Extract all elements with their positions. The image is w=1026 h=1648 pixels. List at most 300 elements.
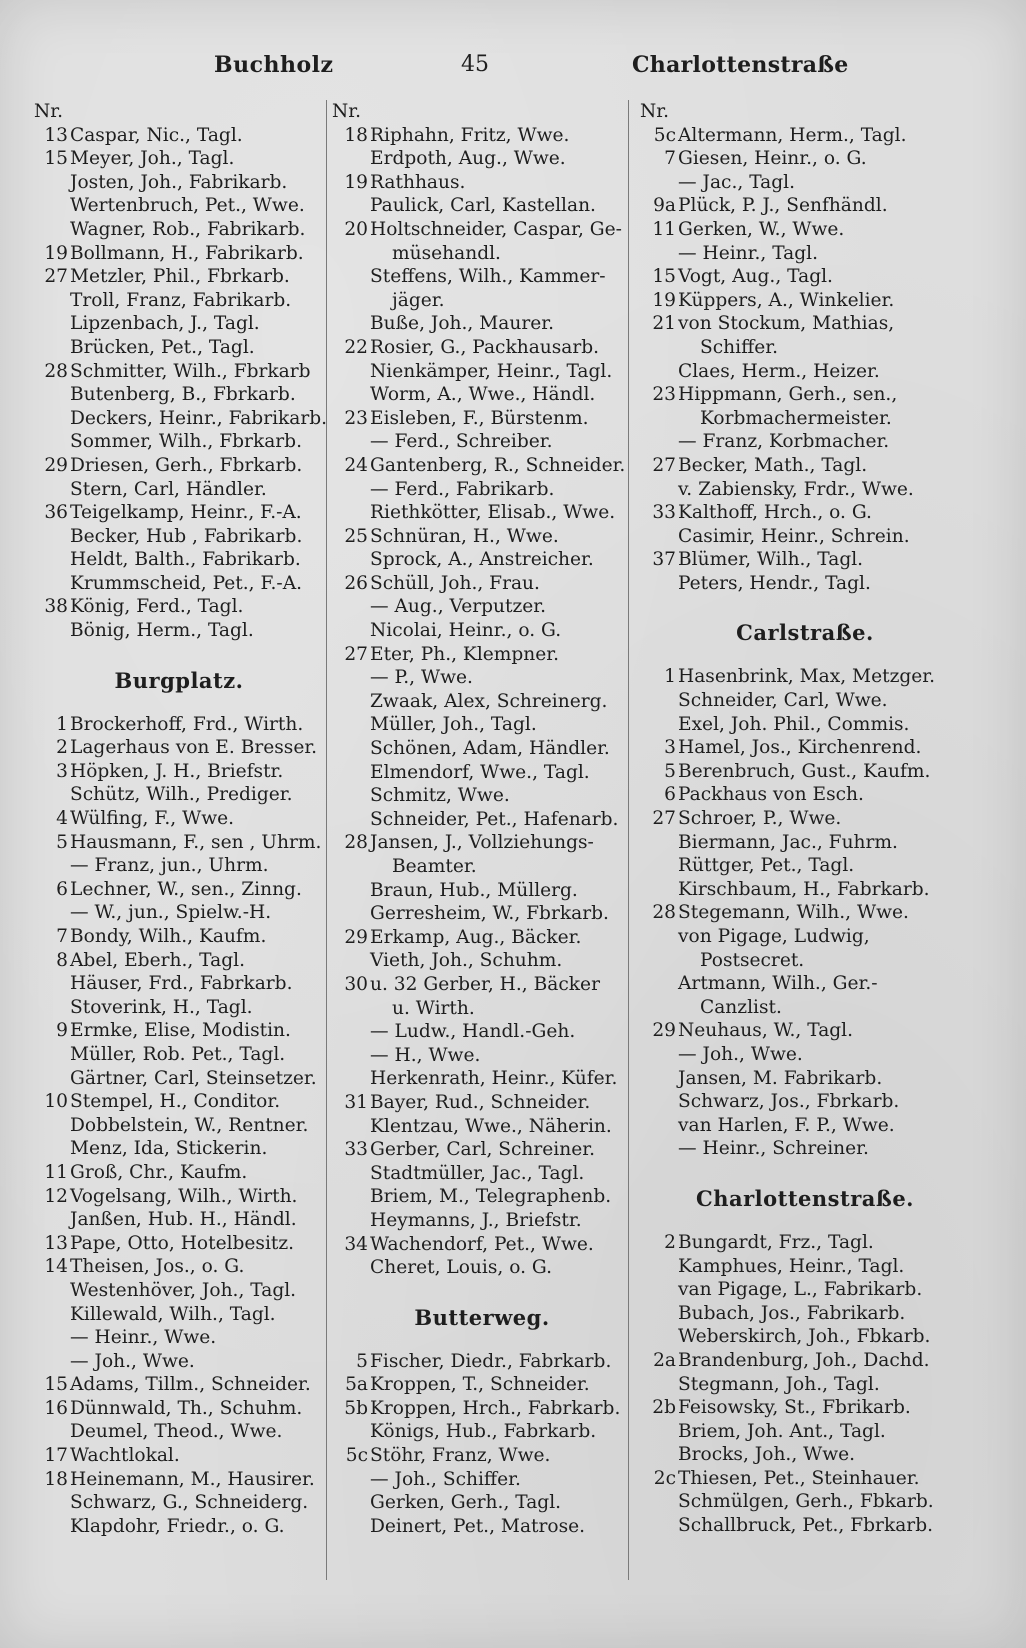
resident-text: — Ludw., Handl.-Geh. xyxy=(370,1021,576,1043)
resident-entry xyxy=(34,312,324,336)
street-section-heading: Burgplatz. xyxy=(114,667,244,693)
resident-text: Dünnwald, Th., Schuhm. xyxy=(70,1397,303,1419)
resident-entry xyxy=(640,430,970,454)
resident-entry xyxy=(332,1468,632,1492)
entry-continuation xyxy=(640,336,970,360)
resident-text: Groß, Chr., Kaufm. xyxy=(70,1161,248,1183)
house-number: 7 xyxy=(664,148,676,170)
house-number: 14 xyxy=(44,1256,68,1278)
resident-entry xyxy=(34,265,324,289)
house-number: 23 xyxy=(344,407,368,429)
resident-text: — Heinr., Tagl. xyxy=(678,242,819,264)
resident-text: Schütz, Wilh., Prediger. xyxy=(70,784,293,806)
resident-entry xyxy=(34,478,324,502)
resident-text: Kamphues, Heinr., Tagl. xyxy=(678,1255,905,1277)
resident-text: Bollmann, H., Fabrikarb. xyxy=(70,242,304,264)
number-column-heading: Nr. xyxy=(34,101,64,122)
resident-text: Erdpoth, Aug., Wwe. xyxy=(370,148,566,170)
house-number: 27 xyxy=(44,266,68,288)
resident-text: Brockerhoff, Frd., Wirth. xyxy=(70,713,304,735)
resident-text: Kalthoff, Hrch., o. G. xyxy=(678,502,872,524)
resident-entry xyxy=(640,1514,970,1538)
resident-text: Sommer, Wilh., Fbrkarb. xyxy=(70,431,302,453)
resident-text: Teigelkamp, Heinr., F.-A. xyxy=(70,502,302,524)
resident-text: Bungardt, Frz., Tagl. xyxy=(678,1231,874,1253)
resident-text: Gantenberg, R., Schneider. xyxy=(370,454,626,476)
resident-text: Peters, Hendr., Tagl. xyxy=(678,572,871,594)
resident-text: Schönen, Adam, Händler. xyxy=(370,738,610,760)
house-number: 12 xyxy=(44,1185,68,1207)
resident-text: Deckers, Heinr., Fabrikarb. xyxy=(70,407,328,429)
resident-text: Gerber, Carl, Schreiner. xyxy=(370,1139,595,1161)
resident-text: Herkenrath, Heinr., Küfer. xyxy=(370,1068,618,1090)
resident-text: Wertenbruch, Pet., Wwe. xyxy=(70,195,305,217)
resident-text: Biermann, Jac., Fuhrm. xyxy=(678,831,898,853)
house-number: 18 xyxy=(44,1468,68,1490)
resident-text: Dobbelstein, W., Rentner. xyxy=(70,1114,309,1136)
resident-text: Königs, Hub., Fabrkarb. xyxy=(370,1421,597,1443)
resident-entry xyxy=(34,1350,324,1374)
resident-entry xyxy=(332,218,632,242)
resident-entry xyxy=(332,926,632,950)
resident-text: Driesen, Gerh., Fbrkarb. xyxy=(70,454,303,476)
resident-entry xyxy=(332,949,632,973)
house-number: 3 xyxy=(664,737,676,759)
resident-text: Plück, P. J., Senfhändl. xyxy=(678,195,888,217)
resident-entry xyxy=(332,1185,632,1209)
resident-entry xyxy=(332,1044,632,1068)
resident-entry xyxy=(640,760,970,784)
resident-text: Nienkämper, Heinr., Tagl. xyxy=(370,360,613,382)
resident-entry xyxy=(640,1490,970,1514)
resident-entry xyxy=(640,878,970,902)
resident-entry xyxy=(34,1067,324,1091)
resident-entry xyxy=(34,760,324,784)
header-street-right: Charlottenstraße xyxy=(632,52,849,78)
resident-entry xyxy=(332,1397,632,1421)
number-column-heading: Nr. xyxy=(332,101,362,122)
resident-entry xyxy=(640,783,970,807)
resident-entry xyxy=(640,807,970,831)
resident-entry xyxy=(640,1443,970,1467)
resident-text: Abel, Eberh., Tagl. xyxy=(70,949,245,971)
resident-entry xyxy=(640,218,970,242)
resident-text: Riphahn, Fritz, Wwe. xyxy=(370,124,570,146)
resident-entry xyxy=(332,1233,632,1257)
resident-text: Brücken, Pet., Tagl. xyxy=(70,336,255,358)
house-number: 19 xyxy=(344,171,368,193)
resident-text: Schwarz, G., Schneiderg. xyxy=(70,1492,309,1514)
resident-entry xyxy=(640,713,970,737)
resident-text: Giesen, Heinr., o. G. xyxy=(678,148,867,170)
resident-text: Gerresheim, W., Fbrkarb. xyxy=(370,903,609,925)
resident-entry xyxy=(34,925,324,949)
resident-text: Braun, Hub., Müllerg. xyxy=(370,879,578,901)
resident-text: von Stockum, Mathias, xyxy=(678,313,895,335)
resident-entry xyxy=(34,1444,324,1468)
resident-text: Feisowsky, St., Fbrikarb. xyxy=(678,1397,911,1419)
resident-entry xyxy=(34,1491,324,1515)
house-number: 33 xyxy=(652,502,676,524)
resident-text: Hippmann, Gerh., sen., xyxy=(678,384,898,406)
resident-entry xyxy=(640,901,970,925)
house-number: 5 xyxy=(56,831,68,853)
resident-entry xyxy=(640,1302,970,1326)
resident-text: v. Zabiensky, Frdr., Wwe. xyxy=(678,478,914,500)
resident-text: Schneider, Carl, Wwe. xyxy=(678,690,888,712)
resident-text: Hasenbrink, Max, Metzger. xyxy=(678,666,936,688)
resident-text: — Joh., Wwe. xyxy=(70,1350,195,1372)
entry-continuation xyxy=(332,997,632,1021)
resident-entry xyxy=(34,124,324,148)
resident-entry xyxy=(332,1420,632,1444)
house-number: 5 xyxy=(664,760,676,782)
resident-entry xyxy=(332,1091,632,1115)
resident-entry xyxy=(640,525,970,549)
house-number: 28 xyxy=(344,832,368,854)
resident-text: — Joh., Schiffer. xyxy=(370,1468,521,1490)
resident-text: Canzlist. xyxy=(700,996,782,1018)
resident-entry xyxy=(640,454,970,478)
resident-text: Heymanns, J., Briefstr. xyxy=(370,1209,582,1231)
house-number: 33 xyxy=(344,1139,368,1161)
resident-entry xyxy=(332,1020,632,1044)
resident-text: Riethkötter, Elisab., Wwe. xyxy=(370,502,616,524)
resident-entry xyxy=(332,902,632,926)
resident-entry xyxy=(34,336,324,360)
resident-entry xyxy=(640,572,970,596)
resident-text: Altermann, Herm., Tagl. xyxy=(678,124,907,146)
entry-continuation xyxy=(332,855,632,879)
house-number: 17 xyxy=(44,1445,68,1467)
resident-text: Rosier, G., Packhausarb. xyxy=(370,336,600,358)
house-number: 29 xyxy=(652,1020,676,1042)
resident-entry xyxy=(332,383,632,407)
resident-entry xyxy=(34,147,324,171)
resident-text: Eter, Ph., Klempner. xyxy=(370,643,560,665)
resident-entry xyxy=(34,996,324,1020)
house-number: 29 xyxy=(44,454,68,476)
resident-entry xyxy=(332,1162,632,1186)
resident-entry xyxy=(640,312,970,336)
resident-text: — P., Wwe. xyxy=(370,667,473,689)
resident-entry xyxy=(640,242,970,266)
resident-entry xyxy=(34,807,324,831)
street-section-heading: Carlstraße. xyxy=(736,620,874,646)
resident-entry xyxy=(34,430,324,454)
house-number: 5c xyxy=(345,1445,368,1467)
house-number: 28 xyxy=(652,902,676,924)
resident-text: Schroer, P., Wwe. xyxy=(678,808,842,830)
resident-text: — Joh., Wwe. xyxy=(678,1043,803,1065)
house-number: 25 xyxy=(344,525,368,547)
resident-text: Artmann, Wilh., Ger.- xyxy=(678,973,878,995)
resident-text: Briem, Joh. Ant., Tagl. xyxy=(678,1420,886,1442)
resident-entry xyxy=(640,124,970,148)
resident-text: Holtschneider, Caspar, Ge- xyxy=(370,218,622,240)
resident-entry xyxy=(34,572,324,596)
resident-entry xyxy=(34,1161,324,1185)
resident-text: Bayer, Rud., Schneider. xyxy=(370,1091,591,1113)
house-number: 23 xyxy=(652,384,676,406)
resident-text: Schmülgen, Gerh., Fbkarb. xyxy=(678,1491,934,1513)
resident-entry xyxy=(332,336,632,360)
resident-text: — Franz, jun., Uhrm. xyxy=(70,855,269,877)
resident-text: Heldt, Balth., Fabrikarb. xyxy=(70,549,301,571)
house-number: 2a xyxy=(653,1349,676,1371)
house-number: 16 xyxy=(44,1397,68,1419)
resident-entry xyxy=(640,194,970,218)
resident-text: Weberskirch, Joh., Fbkarb. xyxy=(678,1326,931,1348)
resident-text: Killewald, Wilh., Tagl. xyxy=(70,1303,276,1325)
house-number: 21 xyxy=(652,313,676,335)
resident-text: — Heinr., Schreiner. xyxy=(678,1138,869,1160)
house-number: 18 xyxy=(344,124,368,146)
resident-text: Pape, Otto, Hotelbesitz. xyxy=(70,1232,295,1254)
resident-text: Jansen, M. Fabrikarb. xyxy=(678,1067,883,1089)
resident-text: Nicolai, Heinr., o. G. xyxy=(370,620,562,642)
house-number: 37 xyxy=(652,549,676,571)
resident-text: Metzler, Phil., Fbrkarb. xyxy=(70,266,290,288)
resident-text: Wagner, Rob., Fabrikarb. xyxy=(70,218,306,240)
resident-entry xyxy=(640,1325,970,1349)
resident-text: Becker, Hub , Fabrikarb. xyxy=(70,525,303,547)
resident-entry xyxy=(332,572,632,596)
resident-text: Schneider, Pet., Hafenarb. xyxy=(370,808,619,830)
resident-entry xyxy=(640,854,970,878)
resident-entry xyxy=(332,879,632,903)
resident-entry xyxy=(332,1256,632,1280)
resident-text: Meyer, Joh., Tagl. xyxy=(70,148,235,170)
house-number: 5c xyxy=(653,124,676,146)
house-number: 7 xyxy=(56,926,68,947)
house-number: 29 xyxy=(344,926,368,948)
resident-text: Stöhr, Franz, Wwe. xyxy=(370,1445,551,1467)
resident-text: Sprock, A., Anstreicher. xyxy=(370,549,594,571)
resident-entry xyxy=(34,1185,324,1209)
resident-entry xyxy=(640,1467,970,1491)
resident-text: Lagerhaus von E. Bresser. xyxy=(70,737,318,759)
resident-entry xyxy=(640,1090,970,1114)
house-number: 38 xyxy=(44,596,68,618)
house-number: 3 xyxy=(56,760,68,782)
resident-entry xyxy=(34,1303,324,1327)
resident-entry xyxy=(34,595,324,619)
house-number: 27 xyxy=(652,808,676,830)
resident-text: van Pigage, L., Fabrikarb. xyxy=(678,1279,923,1301)
resident-text: — Heinr., Wwe. xyxy=(70,1327,217,1349)
house-number: 15 xyxy=(652,266,676,288)
house-number: 4 xyxy=(56,808,68,830)
resident-text: Exel, Joh. Phil., Commis. xyxy=(678,713,910,735)
resident-entry xyxy=(332,973,632,997)
page-number: 45 xyxy=(461,52,489,77)
resident-entry xyxy=(34,1043,324,1067)
resident-text: von Pigage, Ludwig, xyxy=(678,926,870,947)
resident-text: Vogt, Aug., Tagl. xyxy=(678,266,833,288)
resident-text: Rüttger, Pet., Tagl. xyxy=(678,855,855,877)
resident-text: Kirschbaum, H., Fabrkarb. xyxy=(678,878,930,900)
resident-entry xyxy=(332,1067,632,1091)
resident-text: Thiesen, Pet., Steinhauer. xyxy=(678,1467,920,1489)
resident-text: Cheret, Louis, o. G. xyxy=(370,1257,553,1279)
resident-text: Schüll, Joh., Frau. xyxy=(370,572,540,594)
resident-text: Casimir, Heinr., Schrein. xyxy=(678,525,910,547)
resident-entry xyxy=(640,689,970,713)
resident-entry xyxy=(640,383,970,407)
resident-entry xyxy=(332,784,632,808)
resident-entry xyxy=(640,1420,970,1444)
house-number: 36 xyxy=(44,502,68,524)
house-number: 13 xyxy=(44,1232,68,1254)
house-number: 15 xyxy=(44,148,68,170)
house-number: 1 xyxy=(56,713,68,735)
house-number: 34 xyxy=(344,1233,368,1255)
resident-text: Stern, Carl, Händler. xyxy=(70,478,267,500)
resident-text: Paulick, Carl, Kastellan. xyxy=(370,195,596,217)
resident-text: Kroppen, T., Schneider. xyxy=(370,1374,590,1396)
resident-text: Korbmachermeister. xyxy=(700,407,892,429)
resident-text: Schallbruck, Pet., Fbrkarb. xyxy=(678,1515,934,1537)
resident-text: Ermke, Elise, Modistin. xyxy=(70,1020,291,1042)
house-number: 13 xyxy=(44,124,68,146)
resident-text: Wülfing, F., Wwe. xyxy=(70,808,235,830)
resident-text: Worm, A., Wwe., Händl. xyxy=(370,384,596,406)
resident-text: Blümer, Wilh., Tagl. xyxy=(678,549,864,571)
column-2 xyxy=(332,100,632,1538)
resident-entry xyxy=(332,1350,632,1374)
resident-text: Eisleben, F., Bürstenm. xyxy=(370,407,589,429)
resident-entry xyxy=(34,949,324,973)
resident-text: Stegmann, Joh., Tagl. xyxy=(678,1373,880,1395)
resident-text: Elmendorf, Wwe., Tagl. xyxy=(370,761,590,783)
resident-text: — Ferd., Fabrikarb. xyxy=(370,478,555,500)
resident-entry xyxy=(34,501,324,525)
resident-entry xyxy=(332,1491,632,1515)
resident-text: Erkamp, Aug., Bäcker. xyxy=(370,926,582,948)
resident-entry xyxy=(332,643,632,667)
resident-entry xyxy=(640,360,970,384)
resident-entry xyxy=(640,736,970,760)
house-number: 2 xyxy=(664,1231,676,1253)
resident-entry xyxy=(640,1255,970,1279)
resident-text: Brandenburg, Joh., Dachd. xyxy=(678,1349,930,1371)
resident-entry xyxy=(34,454,324,478)
resident-text: Bondy, Wilh., Kaufm. xyxy=(70,926,267,947)
resident-entry xyxy=(640,1043,970,1067)
resident-text: Bubach, Jos., Fabrikarb. xyxy=(678,1302,906,1324)
house-number: 9a xyxy=(653,195,676,217)
resident-text: Wachtlokal. xyxy=(70,1445,180,1467)
resident-entry xyxy=(640,665,970,689)
resident-text: u. 32 Gerber, H., Bäcker xyxy=(370,973,600,995)
resident-text: Stoverink, H., Tagl. xyxy=(70,996,253,1018)
resident-text: müsehandl. xyxy=(392,242,501,264)
resident-entry xyxy=(34,713,324,737)
house-number: 10 xyxy=(44,1091,68,1113)
resident-entry xyxy=(332,1115,632,1139)
resident-text: Schwarz, Jos., Fbrkarb. xyxy=(678,1091,900,1113)
resident-text: Lechner, W., sen., Zinng. xyxy=(70,878,302,900)
column-divider xyxy=(326,100,327,1580)
resident-entry xyxy=(34,1515,324,1539)
resident-text: Steffens, Wilh., Kammer- xyxy=(370,266,606,288)
street-section-heading: Charlottenstraße. xyxy=(696,1185,914,1211)
house-number: 26 xyxy=(344,572,368,594)
house-number: 5a xyxy=(345,1374,368,1396)
resident-entry xyxy=(640,1137,970,1161)
resident-text: Claes, Herm., Heizer. xyxy=(678,360,880,382)
resident-text: Janßen, Hub. H., Händl. xyxy=(70,1209,297,1231)
house-number: 27 xyxy=(652,454,676,476)
resident-entry xyxy=(34,1137,324,1161)
resident-entry xyxy=(332,501,632,525)
house-number: 6 xyxy=(56,878,68,900)
resident-text: — Jac., Tagl. xyxy=(678,171,795,193)
resident-entry xyxy=(34,289,324,313)
resident-text: — Franz, Korbmacher. xyxy=(678,431,890,453)
house-number: 15 xyxy=(44,1374,68,1396)
resident-entry xyxy=(34,360,324,384)
resident-entry xyxy=(34,1420,324,1444)
resident-text: Krummscheid, Pet., F.-A. xyxy=(70,572,303,594)
resident-text: Schnüran, H., Wwe. xyxy=(370,525,559,547)
house-number: 31 xyxy=(344,1091,368,1113)
resident-text: Caspar, Nic., Tagl. xyxy=(70,124,243,146)
resident-entry xyxy=(332,430,632,454)
resident-entry xyxy=(332,1444,632,1468)
resident-text: Schiffer. xyxy=(700,336,779,358)
resident-text: van Harlen, F. P., Wwe. xyxy=(678,1114,895,1136)
resident-text: — H., Wwe. xyxy=(370,1044,481,1066)
resident-entry xyxy=(34,1468,324,1492)
resident-entry xyxy=(332,690,632,714)
street-section-heading: Butterweg. xyxy=(414,1304,550,1330)
resident-entry xyxy=(332,713,632,737)
house-number: 2c xyxy=(653,1467,676,1489)
resident-text: Troll, Franz, Fabrikarb. xyxy=(70,289,292,311)
resident-text: u. Wirth. xyxy=(392,997,475,1019)
resident-text: Klentzau, Wwe., Näherin. xyxy=(370,1115,612,1137)
resident-entry xyxy=(640,478,970,502)
resident-entry xyxy=(332,761,632,785)
resident-text: Menz, Ida, Stickerin. xyxy=(70,1138,268,1160)
resident-entry xyxy=(332,454,632,478)
resident-text: Wachendorf, Pet., Wwe. xyxy=(370,1233,594,1255)
resident-text: Stegemann, Wilh., Wwe. xyxy=(678,902,909,924)
resident-text: Höpken, J. H., Briefstr. xyxy=(70,760,284,782)
resident-text: — Aug., Verputzer. xyxy=(370,596,547,618)
resident-entry xyxy=(34,171,324,195)
house-number: 30 xyxy=(344,973,368,995)
resident-text: Vieth, Joh., Schuhm. xyxy=(370,950,563,972)
resident-text: — W., jun., Spielw.-H. xyxy=(70,902,272,924)
resident-text: Gerken, Gerh., Tagl. xyxy=(370,1492,562,1514)
resident-text: Schmitter, Wilh., Fbrkarb xyxy=(70,360,311,382)
resident-entry xyxy=(332,407,632,431)
resident-text: Beamter. xyxy=(392,856,477,877)
resident-text: Butenberg, B., Fbrkarb. xyxy=(70,384,296,406)
resident-entry xyxy=(332,147,632,171)
resident-text: Josten, Joh., Fabrikarb. xyxy=(70,171,288,193)
resident-text: Heinemann, M., Hausirer. xyxy=(70,1468,315,1490)
resident-text: Hausmann, F., sen , Uhrm. xyxy=(70,831,322,853)
resident-entry xyxy=(332,619,632,643)
resident-entry xyxy=(34,1373,324,1397)
resident-text: Rathhaus. xyxy=(370,171,466,193)
resident-text: Deumel, Theod., Wwe. xyxy=(70,1421,283,1443)
resident-entry xyxy=(34,831,324,855)
